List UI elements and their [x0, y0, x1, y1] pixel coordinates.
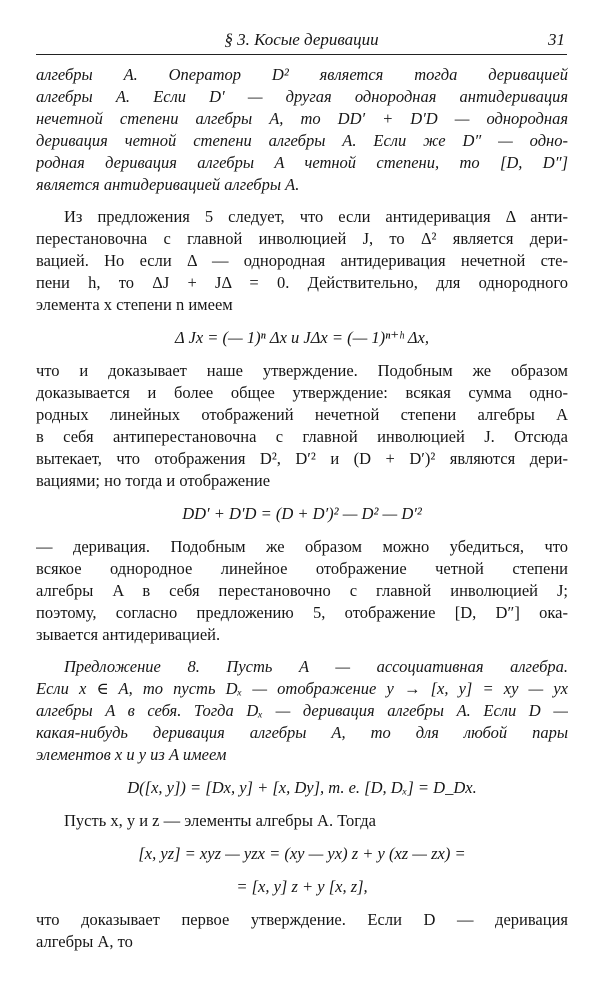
text-line: родных линейных отображений нечетной степени алгебры A: [36, 405, 568, 424]
text-line: элементов x и y из A имеем: [36, 745, 227, 764]
paragraph-6: [36, 810, 568, 832]
text-line: в себя антиперестановочна с главной инволюцией J. Отсюда: [36, 427, 568, 446]
text-line: всякое однородное линейное отображение четной степени: [36, 559, 568, 578]
section-title: § 3. Косые деривации: [224, 30, 379, 49]
text-line: Пусть x, y и z — элементы алгебры A. Тогда: [64, 811, 376, 830]
text-line: является антидеривацией алгебры A.: [36, 175, 300, 194]
text-line: алгебры A, то: [36, 932, 133, 951]
text-line: алгебры A в себя. Тогда Dₓ — деривация алгебры A. Если D —: [36, 701, 568, 720]
text-line: что доказывает первое утверждение. Если D — деривация: [36, 910, 568, 929]
formula-2: DD′ + D′D = (D + D′)² — D² — D′²: [182, 504, 422, 523]
text-line: алгебры A в себя перестановочно с главной инволюцией J;: [36, 581, 568, 600]
paragraph-1: [36, 64, 568, 196]
formula-4: [x, yz] = xyz — yzx = (xy — yx) z + y (xz — zx) =: [138, 844, 466, 863]
paragraph-3: [36, 360, 568, 492]
text-line: пени h, то ΔJ + JΔ = 0. Действительно, для однородного: [36, 273, 568, 292]
paragraph-4: [36, 536, 568, 646]
formula-5: = [x, y] z + y [x, z],: [236, 877, 368, 896]
running-header: [36, 30, 567, 52]
text-line: — деривация. Подобным же образом можно убедиться, что: [36, 537, 568, 556]
text-line: перестановочна с главной инволюцией J, то Δ² является дери-: [36, 229, 568, 248]
text-line: какая-нибудь деривация алгебры A, то для любой пары: [36, 723, 568, 742]
page-number: 31: [548, 30, 565, 49]
text-line: нечетной степени алгебры A, то DD′ + D′D — однородная: [36, 109, 568, 128]
text-line: зывается антидеривацией.: [36, 625, 221, 644]
paragraph-7: [36, 909, 568, 953]
text-line: поэтому, согласно предложению 5, отображение [D, D″] ока-: [36, 603, 568, 622]
proposition-8: [36, 656, 568, 766]
text-line: доказывается и более общее утверждение: всякая сумма одно-: [36, 383, 568, 402]
header-rule: [36, 54, 567, 55]
text-line: деривация четной степени алгебры A. Если же D″ — одно-: [36, 131, 568, 150]
text-line: Из предложения 5 следует, что если антидеривация Δ анти-: [64, 207, 568, 226]
text-line: родная деривация алгебры A четной степени, то [D, D″]: [36, 153, 568, 172]
text-line: вацией. Но если Δ — однородная антидеривация нечетной сте-: [36, 251, 568, 270]
paragraph-2: [36, 206, 568, 316]
text-line: элемента x степени n имеем: [36, 295, 233, 314]
text-line: Если x ∈ A, то пусть Dₓ — отображение y → [x, y] = xy — yx: [36, 679, 568, 698]
text-line: алгебры A. Оператор D² является тогда деривацией: [36, 65, 568, 84]
page-body: [36, 64, 568, 953]
text-line: алгебры A. Если D′ — другая однородная антидеривация: [36, 87, 568, 106]
text-line: Предложение 8. Пусть A — ассоциативная алгебра.: [64, 657, 568, 676]
text-line: вациями; но тогда и отображение: [36, 471, 271, 490]
text-line: что и доказывает наше утверждение. Подобным же образом: [36, 361, 568, 380]
text-line: вытекает, что отображения D², D′² и (D + D′)² являются дери-: [36, 449, 568, 468]
formula-3: D([x, y]) = [Dx, y] + [x, Dy], т. е. [D, Dₓ] = D_Dx.: [127, 778, 477, 797]
formula-1: Δ Jx = (— 1)ⁿ Δx и JΔx = (— 1)ⁿ⁺ʰ Δx,: [174, 328, 429, 347]
